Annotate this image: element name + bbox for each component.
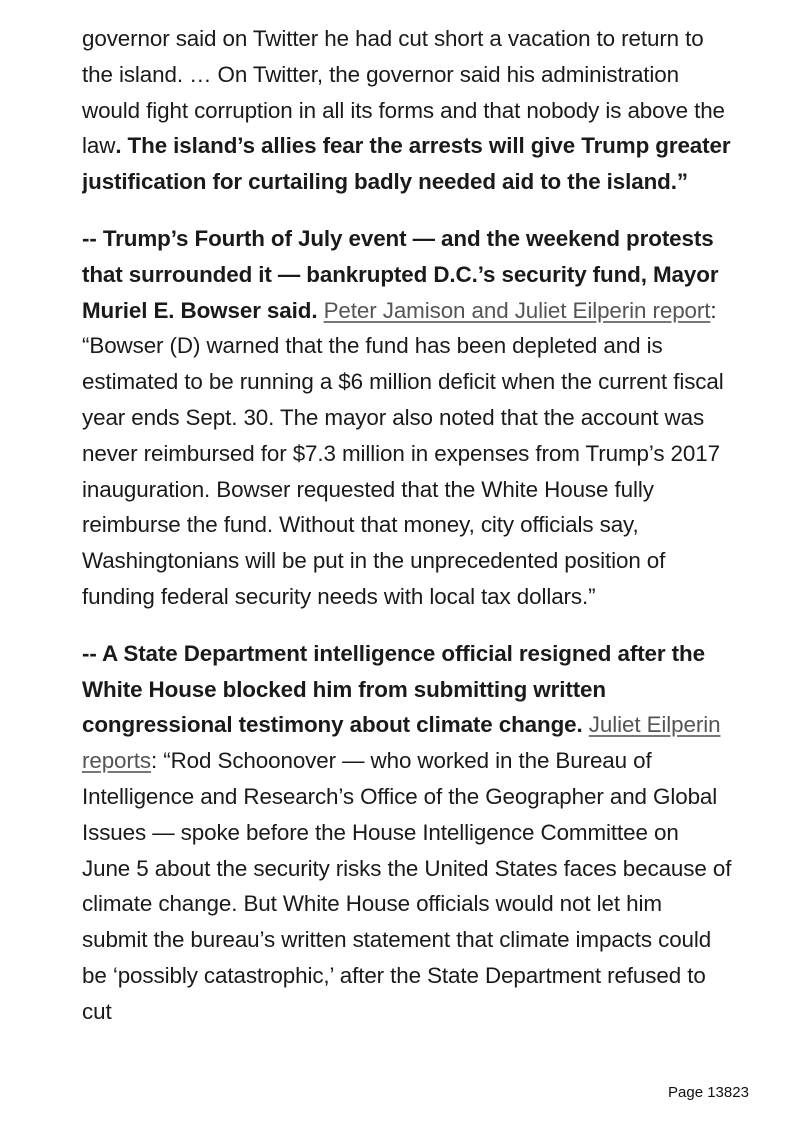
- paragraph-text: : “Rod Schoonover — who worked in the Bureau of Intelligence and Research’s Office of the Geographer and Global Issues — spoke before the House Intelligence Committee on June 5 about the security risks the United States faces because of climate change. But White House officials would not let him submit the bureau’s written statement that climate impacts could be ‘possibly catastrophic,’ after the State Department refused to cut: [82, 748, 732, 1024]
- paragraph-text: to the island. … On Twitter, the governor said his administration would fight corruption in all its forms and that nobody is above the law: [82, 26, 725, 159]
- paragraph-dc-security-fund: [82, 221, 732, 615]
- paragraph-bold-text: . The island’s allies fear the arrests will give Trump greater justification for curtailing badly needed aid to the island.”: [82, 133, 731, 195]
- paragraph-headline: -- Trump’s Fourth of July event — and the weekend protests that surrounded it — bankrupted D.C.’s security fund, Mayor Muriel E. Bowser said.: [82, 225, 719, 323]
- report-link[interactable]: Juliet Eilperin reports: [82, 712, 721, 774]
- paragraph-headline: -- A State Department intelligence official resigned after the White House blocked him from submitting written congressional testimony about climate change.: [82, 640, 705, 738]
- document-body: [82, 21, 732, 1084]
- paragraph-governor: [82, 21, 732, 200]
- paragraph-state-department: [82, 636, 732, 1030]
- page-number: Page 13823: [668, 1084, 749, 1101]
- paragraph-text-cut-top: governor said on Twitter he had cut short a vacation to return: [82, 26, 680, 51]
- paragraph-text: : “Bowser (D) warned that the fund has been depleted and is estimated to be running a $6 million deficit when the current fiscal year ends Sept. 30. The mayor also noted that the account was never reimbursed for $7.3 million in expenses from Trump’s 2017 inauguration. Bowser requested that the White House fully reimburse the fund. Without that money, city officials say, Washingtonians will be put in the unprecedented position of funding federal security needs with local tax dollars.”: [82, 297, 724, 609]
- report-link[interactable]: Peter Jamison and Juliet Eilperin report: [323, 297, 711, 323]
